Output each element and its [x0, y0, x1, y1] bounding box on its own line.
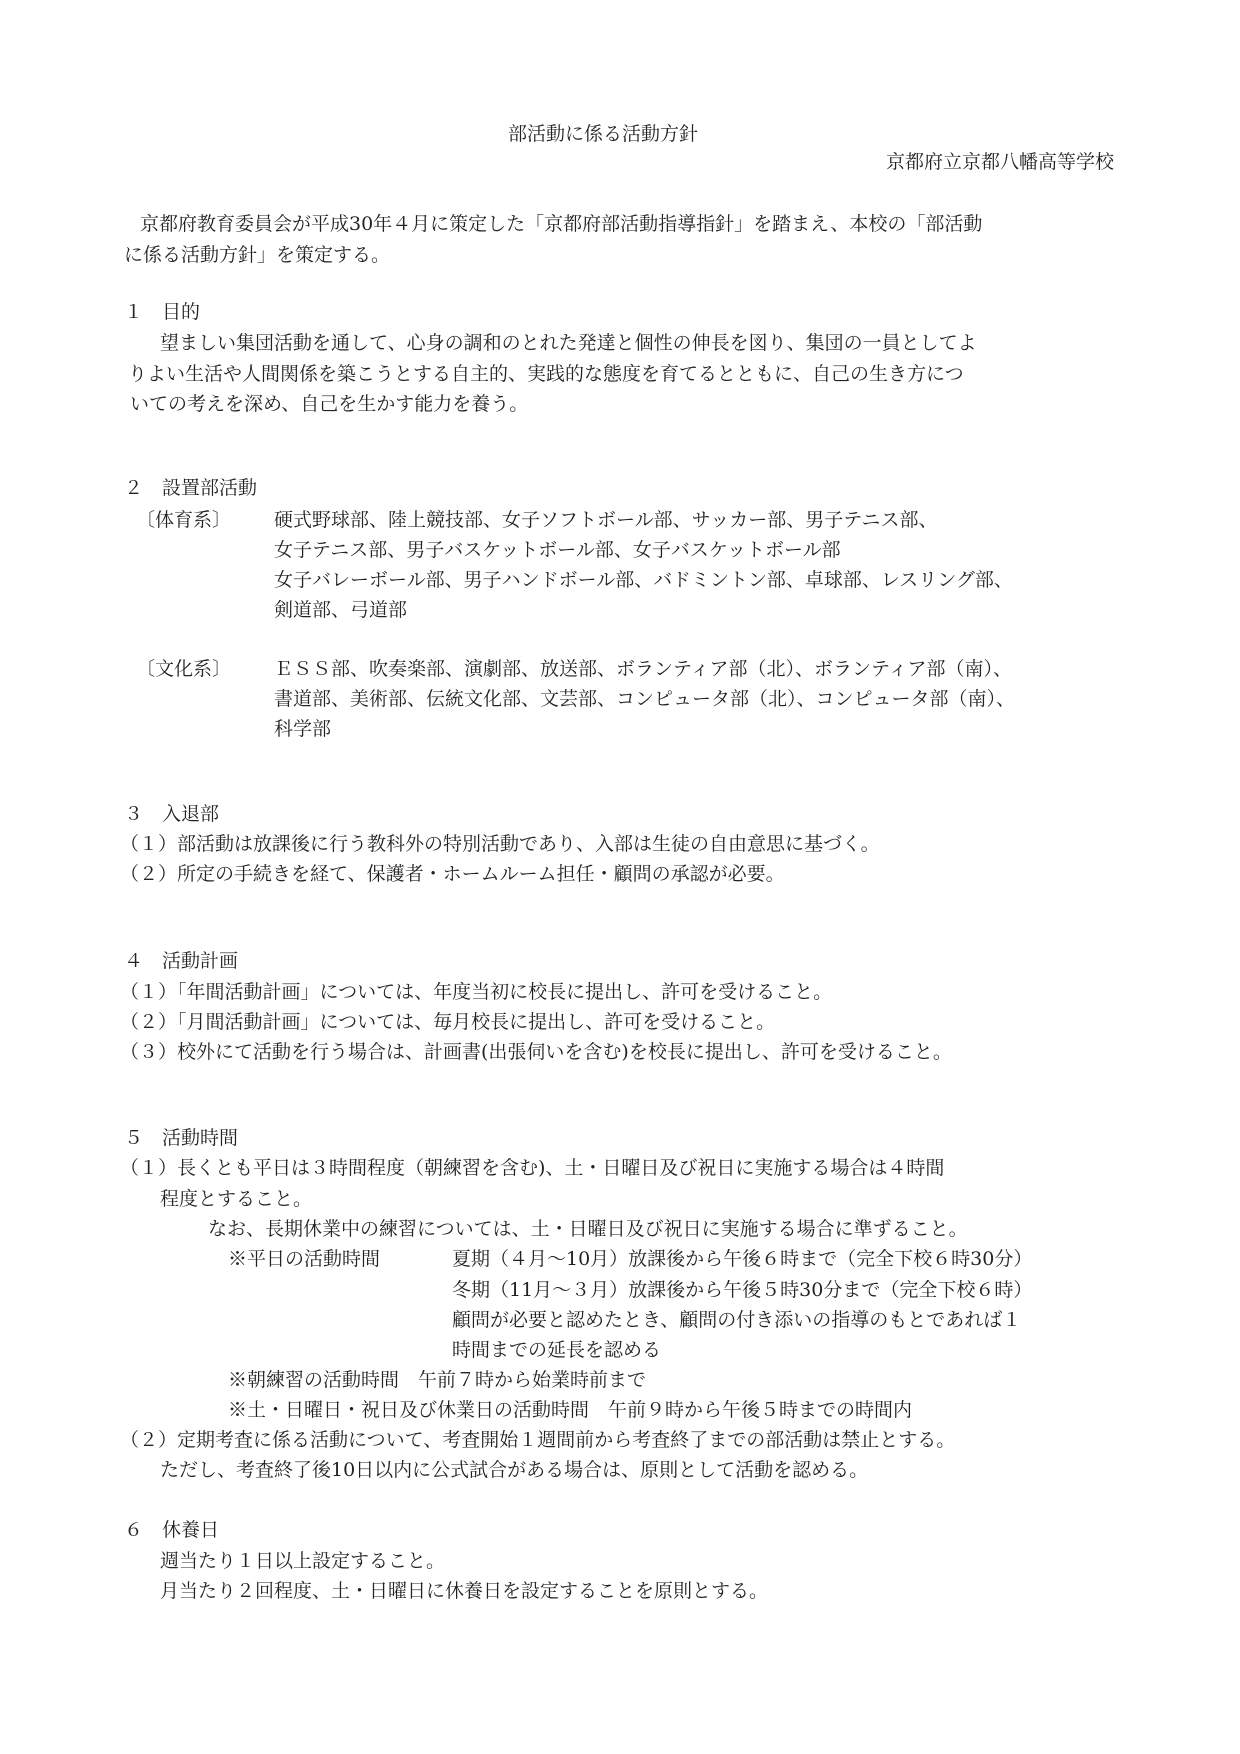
weekday-time-line: 顧問が必要と認めたとき、顧問の付き添いの指導のもとであれば１: [452, 1309, 1022, 1331]
weekday-time-line: 夏期（４月～10月）放課後から午後６時まで（完全下校６時30分）: [452, 1248, 1033, 1270]
section-title: 活動時間: [162, 1127, 239, 1149]
section-2-heading: [124, 475, 257, 501]
section-5-item-2-line-2: ただし、考査終了後10日以内に公式試合がある場合は、原則として活動を認める。: [160, 1459, 869, 1481]
section-5-item-2-line-1: （２）定期考査に係る活動について、考査開始１週間前から考査終了までの部活動は禁止とする。: [120, 1429, 956, 1451]
section-5-item-1-line-2: 程度とすること。: [160, 1188, 313, 1210]
section-3-item: （１）部活動は放課後に行う教科外の特別活動であり、入部は生徒の自由意思に基づく。: [120, 833, 880, 855]
section-6-line: 週当たり１日以上設定すること。: [160, 1550, 446, 1572]
sports-club-line: 女子バレーボール部、男子ハンドボール部、バドミントン部、卓球部、レスリング部、: [274, 569, 1013, 591]
section-number: １: [124, 301, 144, 323]
holiday-activity-time: ※土・日曜日・祝日及び休業日の活動時間 午前９時から午後５時までの時間内: [228, 1399, 913, 1421]
sports-club-line: 硬式野球部、陸上競技部、女子ソフトボール部、サッカー部、男子テニス部、: [274, 509, 938, 531]
section-4-item: （３）校外にて活動を行う場合は、計画書(出張伺いを含む)を校長に提出し、許可を受けること。: [120, 1041, 952, 1063]
sports-category-label: 〔体育系〕: [136, 509, 232, 531]
section-number: ４: [124, 950, 144, 972]
section-1-heading: [124, 299, 200, 325]
sports-club-line: 剣道部、弓道部: [274, 599, 408, 621]
intro-line-2: に係る活動方針」を策定する。: [124, 244, 391, 266]
document-title: 部活動に係る活動方針: [508, 123, 699, 145]
section-5-note: なお、長期休業中の練習については、土・日曜日及び祝日に実施する場合に準ずること。: [208, 1218, 968, 1240]
section-3-heading: [124, 801, 219, 827]
section-4-item: （１）「年間活動計画」については、年度当初に校長に提出し、許可を受けること。: [120, 981, 833, 1003]
weekday-time-label: ※平日の活動時間: [228, 1248, 381, 1270]
culture-club-line: ＥＳＳ部、吹奏楽部、演劇部、放送部、ボランティア部（北）、ボランティア部（南）、: [274, 658, 1012, 680]
weekday-time-line: 冬期（11月～３月）放課後から午後５時30分まで（完全下校６時）: [452, 1279, 1033, 1301]
section-6-line: 月当たり２回程度、土・日曜日に休養日を設定することを原則とする。: [160, 1580, 769, 1602]
culture-category-label: 〔文化系〕: [136, 658, 232, 680]
section-number: ３: [124, 803, 144, 825]
section-1-line: りよい生活や人間関係を築こうとする自主的、実践的な態度を育てるとともに、自己の生き方につ: [128, 363, 964, 385]
culture-club-line: 書道部、美術部、伝統文化部、文芸部、コンピュータ部（北）、コンピュータ部（南）、: [274, 688, 1016, 710]
section-title: 休養日: [162, 1519, 220, 1541]
section-1-line: いての考えを深め、自己を生かす能力を養う。: [130, 393, 529, 415]
weekday-time-line: 時間までの延長を認める: [452, 1339, 662, 1361]
section-5-heading: [124, 1125, 238, 1151]
sports-club-line: 女子テニス部、男子バスケットボール部、女子バスケットボール部: [274, 539, 841, 561]
section-1-line: 望ましい集団活動を通して、心身の調和のとれた発達と個性の伸長を図り、集団の一員としてよ: [160, 332, 977, 354]
section-4-item: （２）「月間活動計画」については、毎月校長に提出し、許可を受けること。: [120, 1011, 776, 1033]
culture-club-line: 科学部: [274, 718, 332, 740]
section-3-item: （２）所定の手続きを経て、保護者・ホームルーム担任・顧問の承認が必要。: [120, 863, 785, 885]
section-title: 入退部: [162, 803, 220, 825]
section-title: 目的: [162, 301, 201, 323]
section-4-heading: [124, 948, 238, 974]
section-5-item-1-line-1: （１）長くとも平日は３時間程度（朝練習を含む)、土・日曜日及び祝日に実施する場合は４時間: [120, 1157, 945, 1179]
section-number: ６: [124, 1519, 144, 1541]
section-number: ５: [124, 1127, 144, 1149]
intro-line-1: 京都府教育委員会が平成30年４月に策定した「京都府部活動指導指針」を踏まえ、本校の「部活動: [140, 213, 983, 235]
section-number: ２: [124, 477, 144, 499]
section-title: 設置部活動: [162, 477, 258, 499]
school-name: 京都府立京都八幡高等学校: [885, 151, 1114, 173]
section-6-heading: [124, 1517, 219, 1543]
section-title: 活動計画: [162, 950, 239, 972]
morning-practice-time: ※朝練習の活動時間 午前７時から始業時前まで: [228, 1369, 647, 1391]
